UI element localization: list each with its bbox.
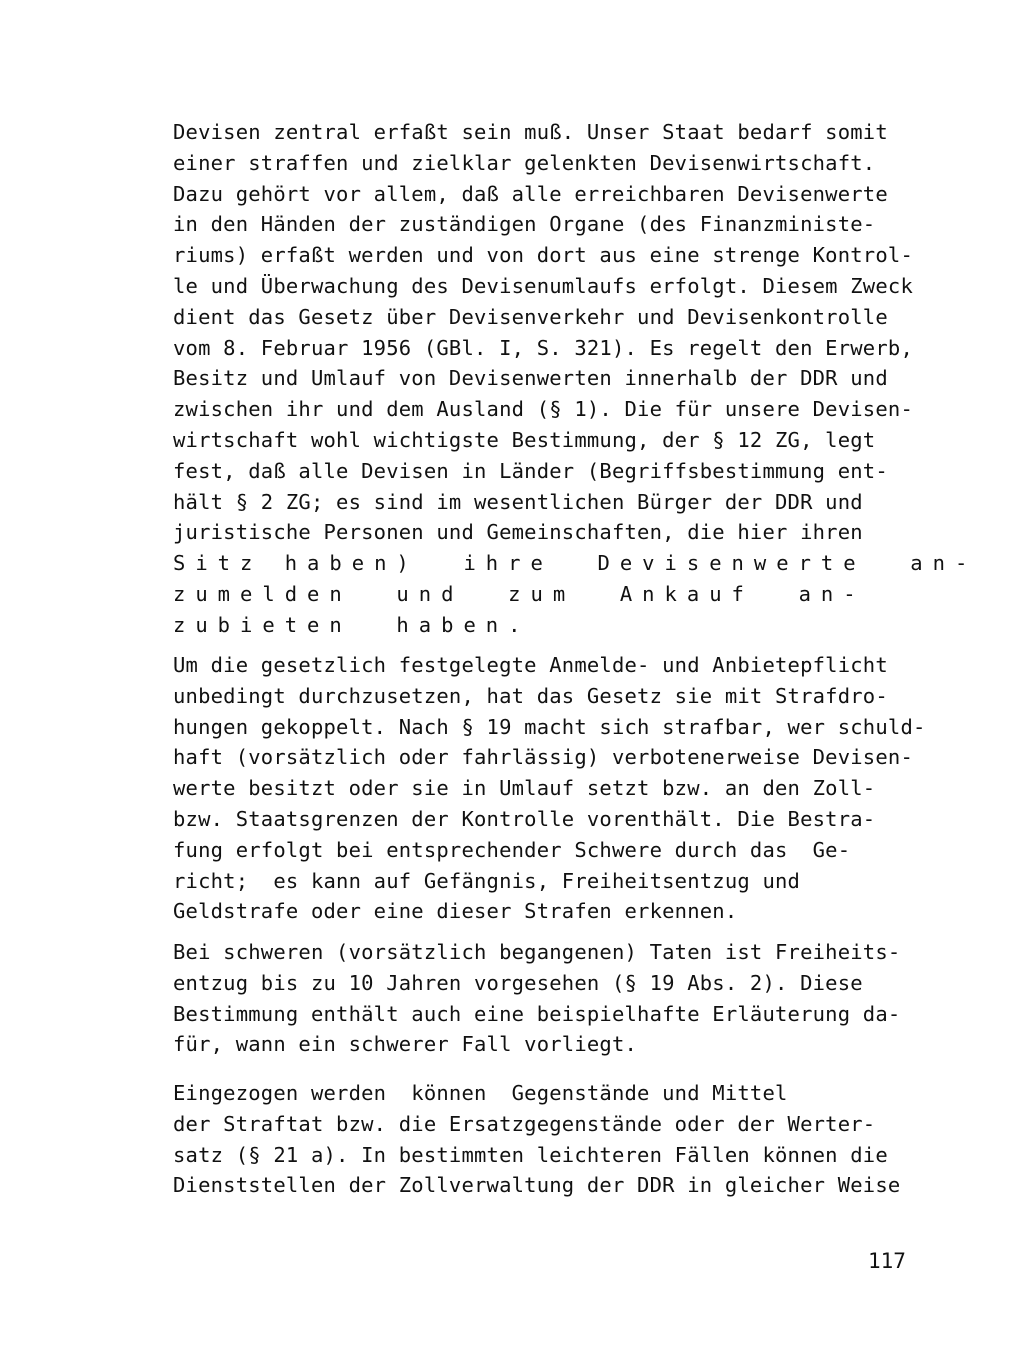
text-line: Besitz und Umlauf von Devisenwerten innerhalb der DDR und [173,366,888,391]
text-line: Bei schweren (vorsätzlich begangenen) Taten ist Freiheits- [173,940,901,964]
text-line: Dazu gehört vor allem, daß alle erreichbaren Devisenwerte [173,181,888,206]
text-line: in den Händen der zuständigen Organe (des Finanzministe- [173,212,876,237]
text-line: Devisen zentral erfaßt sein muß. Unser Staat bedarf somit [173,120,888,144]
text-line: vom 8. Februar 1956 (GBl. I, S. 321). Es regelt den Erwerb, [173,335,913,360]
text-line: juristische Personen und Gemeinschaften, die hier ihren [173,520,863,545]
text-line: einer straffen und zielklar gelenkten Devisenwirtschaft. [173,150,876,175]
text-line: bzw. Staatsgrenzen der Kontrolle vorenthält. Die Bestra- [173,806,876,831]
paragraph-3 [173,937,933,1060]
text-line: für, wann ein schwerer Fall vorliegt. [173,1032,638,1057]
text-line: Eingezogen werden können Gegenstände und Mittel [173,1081,788,1105]
text-line-spaced: zumelden und zum Ankauf an- [173,581,866,606]
text-line: entzug bis zu 10 Jahren vorgesehen (§ 19 Abs. 2). Diese [173,970,863,995]
text-line: haft (vorsätzlich oder fahrlässig) verbotenerweise Devisen- [173,745,913,770]
text-line-spaced: zubieten haben. [173,612,531,637]
text-line: wirtschaft wohl wichtigste Bestimmung, der § 12 ZG, legt [173,427,876,452]
text-line: Geldstrafe oder eine dieser Strafen erkennen. [173,899,738,924]
page-number: 117 [868,1249,906,1273]
text-line: fest, daß alle Devisen in Länder (Begriffsbestimmung ent- [173,458,888,483]
text-line: Um die gesetzlich festgelegte Anmelde- und Anbietepflicht [173,653,888,677]
text-line: dient das Gesetz über Devisenverkehr und Devisenkontrolle [173,304,888,329]
text-line: der Straftat bzw. die Ersatzgegenstände oder der Werter- [173,1111,876,1136]
text-line: richt; es kann auf Gefängnis, Freiheitsentzug und [173,868,801,893]
text-line: Dienststellen der Zollverwaltung der DDR in gleicher Weise [173,1173,901,1198]
paragraph-2 [173,650,933,927]
text-line: zwischen ihr und dem Ausland (§ 1). Die für unsere Devisen- [173,397,913,422]
text-line: unbedingt durchzusetzen, hat das Gesetz sie mit Strafdro- [173,683,888,708]
text-line-spaced: Sitz haben) ihre Devisenwerte an- [173,551,978,576]
text-line: hält § 2 ZG; es sind im wesentlichen Bürger der DDR und [173,489,863,514]
paragraph-4 [173,1078,933,1201]
text-line: le und Überwachung des Devisenumlaufs erfolgt. Diesem Zweck [173,273,913,298]
text-line: Bestimmung enthält auch eine beispielhafte Erläuterung da- [173,1001,901,1026]
paragraph-1 [173,117,978,641]
text-line: werte besitzt oder sie in Umlauf setzt bzw. an den Zoll- [173,776,876,801]
text-line: fung erfolgt bei entsprechender Schwere durch das Ge- [173,837,851,862]
text-line: hungen gekoppelt. Nach § 19 macht sich strafbar, wer schuld- [173,714,926,739]
text-line: riums) erfaßt werden und von dort aus eine strenge Kontrol- [173,243,913,268]
text-line: satz (§ 21 a). In bestimmten leichteren Fällen können die [173,1142,888,1167]
